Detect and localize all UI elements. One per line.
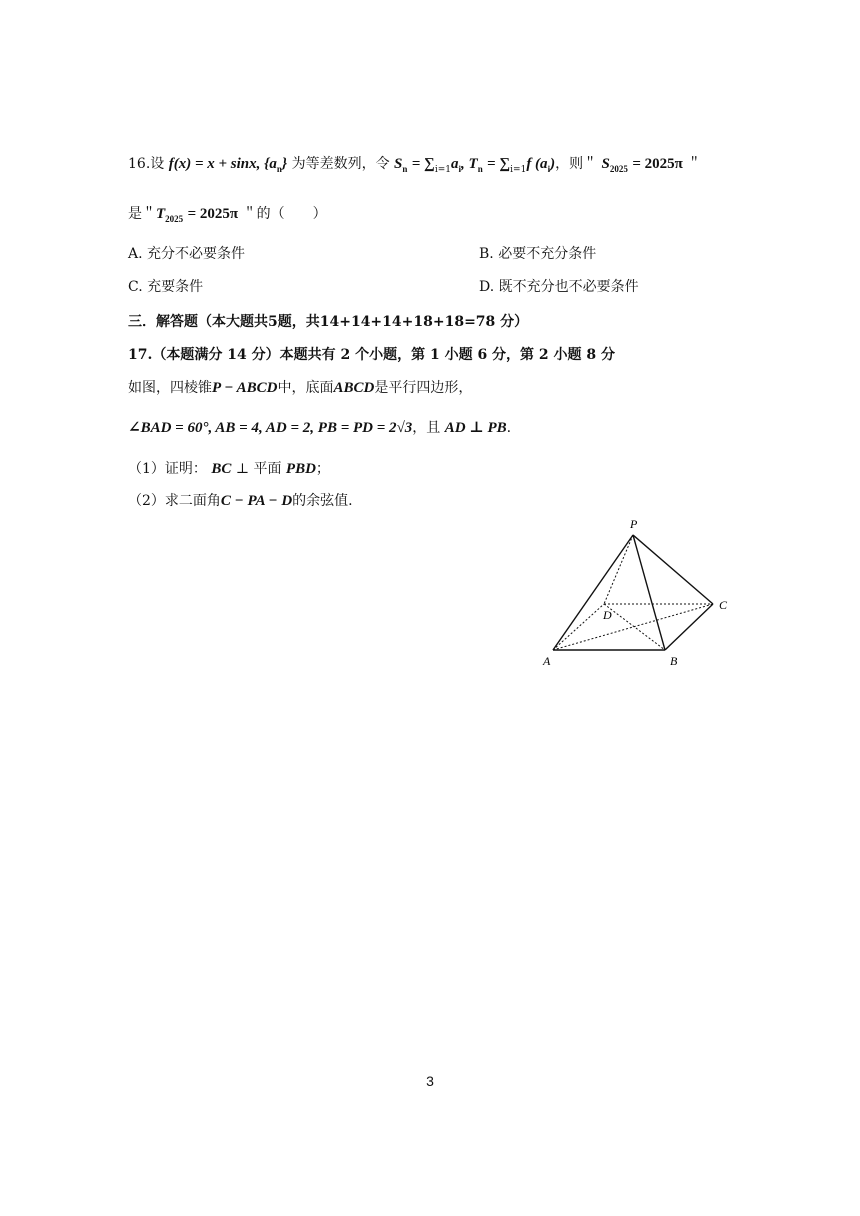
q16-mid: 为等差数列，令	[291, 156, 390, 172]
label-D: D	[603, 608, 612, 622]
section-3-header: 三．解答题（本大题共5题，共14+14+14+18+18=78 分）	[128, 314, 529, 330]
pyramid-figure	[530, 515, 740, 675]
q16-function: f(x) = x + sinx, {a	[168, 156, 277, 172]
label-B: B	[670, 654, 678, 668]
option-b: B. 必要不充分条件	[479, 246, 597, 262]
q17-header: 17.（本题满分 14 分）本题共有 2 个小题，第 1 小题 6 分，第 2 小题 8 分	[128, 347, 616, 363]
q17-part1: （1）证明： BC ⊥ 平面 PBD；	[128, 461, 330, 477]
q16-number: 16.设	[128, 156, 165, 172]
q16-line1: 16.设 f(x) = x + sinx, $\{a_n\}$ 为等差数列，令 $S_n = \sum_{i=1}a_i$, $T_n = \sum_{i=1}f$ $(a_i)$，则＂ $S_{2025} = 2025\pi$ ＂	[128, 156, 702, 175]
edge-PA	[553, 535, 633, 650]
edge-PC	[633, 535, 713, 604]
q16-line2: 是＂$T_{2025} = 2025\pi$ ＂的（ ）	[128, 206, 327, 224]
option-a: A. 充分不必要条件	[128, 246, 246, 262]
q17-part2: （2）求二面角C − PA − D的余弦值.	[128, 493, 353, 509]
option-c: C. 充要条件	[128, 279, 204, 295]
q17-conditions: ∠BAD = 60°, AB = 4, AD = 2, PB = PD = 2√3，且 AD ⊥ PB.	[128, 420, 512, 436]
page-number: 3	[426, 1073, 434, 1089]
label-C: C	[719, 598, 728, 612]
q17-line1: 如图，四棱锥P − ABCD中，底面ABCD是平行四边形，	[128, 380, 473, 396]
edge-AD	[553, 604, 604, 650]
edge-PB	[633, 535, 665, 650]
label-P: P	[630, 517, 638, 531]
label-A: A	[543, 654, 551, 668]
option-d: D. 既不充分也不必要条件	[479, 279, 639, 295]
